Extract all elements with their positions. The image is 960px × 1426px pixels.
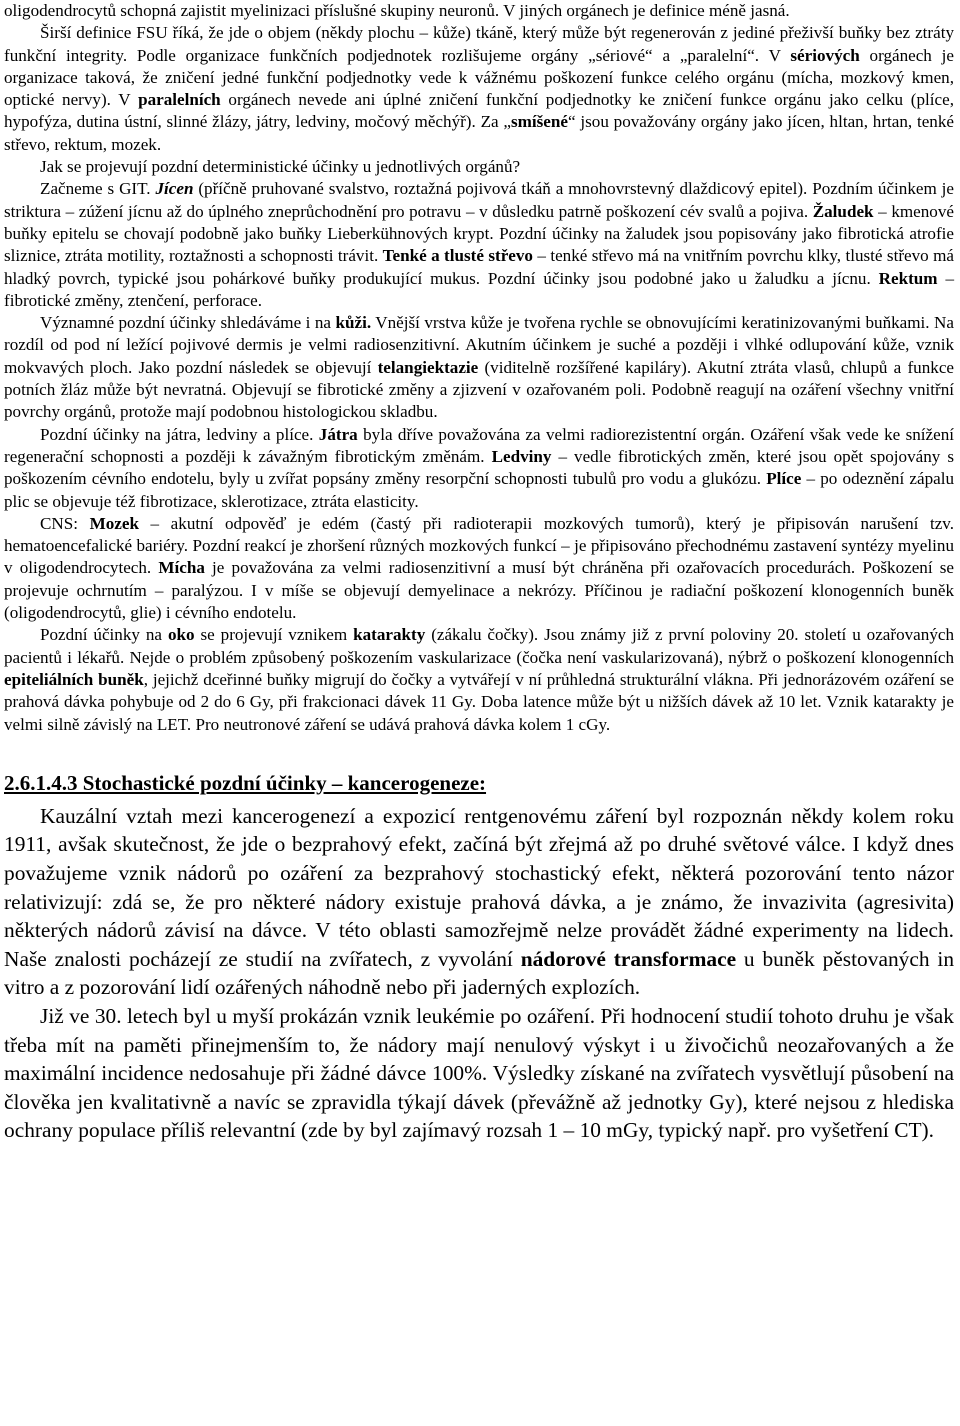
term-mozek: Mozek: [89, 513, 139, 533]
term-plice: Plíce: [766, 469, 802, 489]
paragraph-fsu-continuation: oligodendrocytů schopná zajistit myelinizaci příslušné skupiny neuronů. V jiných orgánech je definice méně jasná.: [4, 1, 790, 20]
term-epitelialni-bunky: epiteliálních buněk: [4, 669, 144, 689]
term-jicen: Jícen: [155, 179, 194, 199]
paragraph-question: Jak se projevují pozdní deterministické účinky u jednotlivých orgánů?: [40, 157, 521, 177]
term-zaludek: Žaludek: [812, 201, 874, 221]
term-streva: Tenké a tlusté střevo: [382, 246, 533, 266]
term-rektum: Rektum: [878, 268, 938, 288]
paragraph-fsu-definition: Širší definice FSU říká, že jde o objem (někdy plochu – kůže) tkáně, který může být regenerován z jediné přeživší buňky bez ztráty funkční integrity. Podle organizace funkčních podjednotek rozlišujeme orgány „sériové“ a „paralelní“. V sériových orgánech je organizace taková, že zničení jedné funkční podjednotky vede k vážnému poškození funkce celého orgánu (mícha, mozkový kmen, optické nervy). V paralelních orgánech nevede ani úplné zničení funkční podjednotky ke zničení funkce orgánu jako celku (plíce, hypofýza, dutina ústní, slinné žlázy, játry, ledviny, močový měchýř). Za „smíšené“ jsou považovány orgány jako jícen, hltan, hrtan, tenké střevo, rektum, mozek.: [4, 23, 954, 154]
paragraph-git: Začneme s GIT. Jícen (příčně pruhované svalstvo, roztažná pojivová tkáň a mnohovrstevný dlaždicový epitel). Pozdním účinkem je striktura – zúžení jícnu až do úplného zneprůchodnění pro potravu – v důsledku patrně poškození cév svalů a pojiva. Žaludek – kmenové buňky epitelu se chovají podobně jako buňky Lieberkühnových krypt. Pozdní účinky na žaludek jsou popisovány jako fibrotická atrofie sliznice, ztráta motility, roztažnosti a schopnosti trávit. Tenké a tlusté střevo – tenké střevo má na vnitřním povrchu klky, tlusté střevo má hladký povrch, typické jsou pohárkové buňky produkující mukus. Pozdní účinky jsou podobné jako u žaludku a jícnu. Rektum – fibrotické změny, ztenčení, perforace.: [4, 179, 954, 310]
term-seriove: sériových: [790, 45, 860, 65]
term-nadorova-transformace: nádorové transformace: [520, 946, 737, 971]
term-ledviny: Ledviny: [491, 446, 552, 466]
term-kuze: kůži.: [335, 313, 372, 333]
paragraph-oko: Pozdní účinky na oko se projevují vznikem katarakty (zákalu čočky). Jsou známy již z první poloviny 20. století u ozařovaných pacientů i lékařů. Nejde o problém způsobený poškozením vaskularizace (čočka není vaskularizovaná), nýbrž o poškození klonogenních epiteliálních buněk, jejichž dceřinné buňky migrují do čočky a vytvářejí v ní průhledná strukturální vlákna. Při jednorázovém ozáření se prahová dávka pohybuje od 2 do 6 Gy, při frakcionaci dávek 11 Gy. Doba latence může být u nižších dávek až 10 let. Vznik katarakty je velmi silně závislý na LET. Pro neutronové záření se udává prahová dávka kolem 1 cGy.: [4, 625, 954, 734]
paragraph-cns: CNS: Mozek – akutní odpověď je edém (častý při radioterapii mozkových tumorů), který je připisován narušení tzv. hematoencefalické bariéry. Pozdní reakcí je zhoršení různých mozkových funkcí – je připisováno přechodnému zastavení syntézy myelinu v oligodendrocytech. Mícha je považována za velmi radiosenzitivní a musí být chráněna při ozařovacích procedurách. Poškození se projevuje ochrnutím – paralýzou. I v míše se objevují demyelinace a nekrózy. Příčinou je radiační poškození klonogenních buněk (oligodendrocytů, glie) i cévního endotelu.: [4, 513, 955, 623]
term-katarakty: katarakty: [353, 625, 426, 645]
term-telangiektazie: telangiektazie: [377, 357, 479, 377]
term-smisene: smíšené: [511, 112, 568, 132]
term-micha: Mícha: [158, 558, 205, 578]
paragraph-kancerogeneze: Kauzální vztah mezi kancerogenezí a expozicí rentgenovému záření byl rozpoznán někdy kolem roku 1911, avšak skutečnost, že jde o bezprahový efekt, začíná být zřejmá až po druhé světové válce. I když dnes považujeme vznik nádorů po ozáření za bezprahový stochastický efekt, některá pozorování tento názor relativizují: zdá se, že pro některé nádory existuje prahová dávka, a je známo, že invazivita (agresivita) některých nádorů závisí na dávce. V této oblasti samozřejmě nelze provádět žádné experimenty na lidech. Naše znalosti pocházejí ze studií na zvířatech, z vyvolání nádorové transformace u buněk pěstovaných in vitro a z pozorování lidí ozářených náhodně nebo při jaderných explozích.: [4, 803, 955, 1000]
paragraph-jatra-ledviny-plice: Pozdní účinky na játra, ledviny a plíce. Játra byla dříve považována za velmi radiorezistentní orgán. Ozáření však vede ke snížení regenerační schopnosti a později k závažným fibrotickým změnám. Ledviny – vedle fibrotických změn, které jsou opět spojovány s poškozením cévního endotelu, byly u zvířat popsány změny resorpční schopnosti tubulů pro vodu a glukózu. Plíce – po odeznění zápalu plic se objevuje též fibrotizace, sklerotizace, ztráta elasticity.: [4, 424, 955, 511]
term-jatra: Játra: [318, 424, 358, 444]
paragraph-kuze: Významné pozdní účinky shledáváme i na kůži. Vnější vrstva kůže je tvořena rychle se obnovujícími keratinizovanými buňkami. Na rozdíl od pod ní ležící pojivové dermis je velmi radiosenzitivní. Akutním účinkem je suché a později i vlhké odlupování kůže, vznik mokvavých ploch. Jako pozdní následek se objevují telangiektazie (viditelně rozšířené kapiláry). Akutní ztráta vlasů, chlupů a funkce potních žláz může být nevratná. Objevují se fibrotické změny a zjizvení v ozařovaném poli. Podobně reagují na ozáření všechny vnitřní povrchy orgánů, protože mají podobnou histologickou skladbu.: [4, 313, 954, 422]
section-heading: 2.6.1.4.3 Stochastické pozdní účinky – kancerogeneze:: [4, 770, 487, 795]
term-paralelni: paralelních: [138, 90, 221, 110]
paragraph-leukemie: Již ve 30. letech byl u myší prokázán vznik leukémie po ozáření. Při hodnocení studií tohoto druhu je však třeba mít na paměti přinejmenším to, že nádory mají nenulový výskyt i u živočichů neozařovaných a že maximální incidence nedosahuje při žádné dávce 100%. Výsledky získané na zvířatech vysvětlují působení na člověka jen kvalitativně a navíc se zpravidla týkají dávek (převážně až jednotky Gy), které nejsou z hlediska ochrany populace příliš relevantní (zde by byl zajímavý rozsah 1 – 10 mGy, typický např. pro vyšetření CT).: [4, 1003, 954, 1143]
term-oko: oko: [167, 625, 195, 645]
